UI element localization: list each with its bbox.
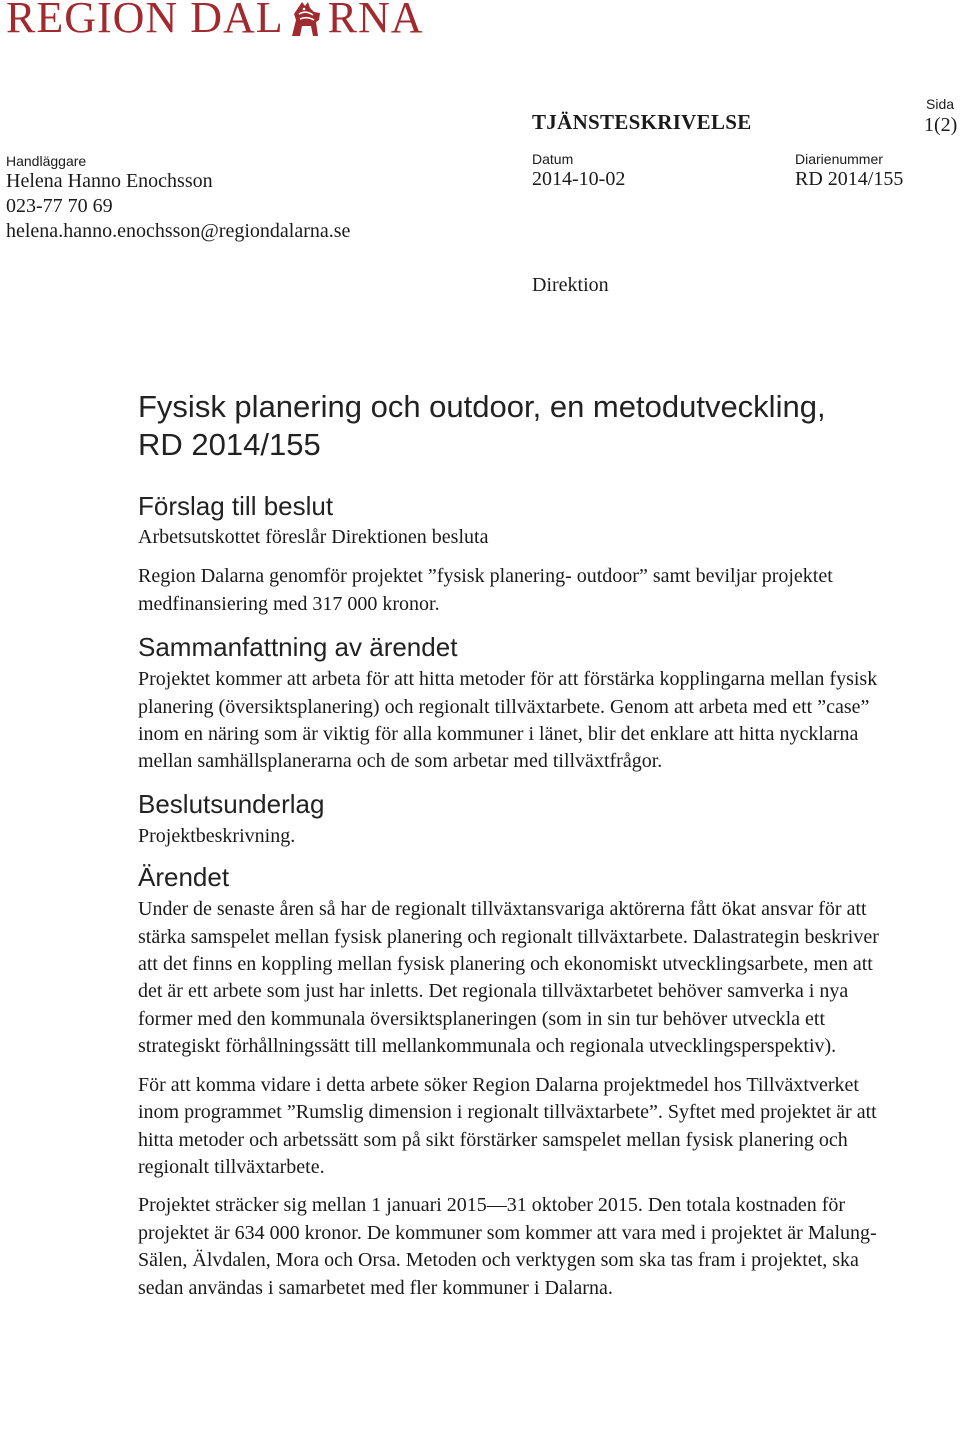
recipient: Direktion	[532, 274, 609, 296]
logo-text-right: RNA	[327, 0, 424, 42]
beslutsunderlag-text: Projektbeskrivning.	[138, 824, 296, 847]
document-title	[138, 388, 898, 464]
handlaggare-name: Helena Hanno Enochsson	[6, 170, 213, 192]
logo-text-left: REGION DAL	[6, 0, 284, 42]
sammanfattning-text: Projektet kommer att arbeta för att hitta metoder för att förstärka kopplingarna mellan fysisk planering (översiktsplanering) och regionalt tillväxtarbete. Genom att arbeta med ett ”case” inom en näring som är viktig för alla kommuner i länet, blir det enklare att hitta nycklarna mellan samhällsplanerarna och de som arbetar med tillväxtfrågor.	[138, 668, 878, 773]
datum-label: Datum	[532, 151, 574, 167]
diarienummer-value: RD 2014/155	[795, 168, 904, 190]
title-line-1: Fysisk planering och outdoor, en metodutveckling,	[138, 389, 826, 424]
handlaggare-email: helena.hanno.enochsson@regiondalarna.se	[6, 220, 351, 242]
forslag-intro: Arbetsutskottet föreslår Direktionen besluta	[138, 526, 489, 548]
page-label: Sida	[926, 96, 955, 112]
beslutsunderlag-heading: Beslutsunderlag	[138, 788, 325, 819]
page-value: 1(2)	[924, 114, 958, 136]
document-type: TJÄNSTESKRIVELSE	[532, 110, 752, 134]
datum-value: 2014-10-02	[532, 168, 626, 190]
forslag-heading: Förslag till beslut	[138, 491, 334, 521]
arendet-paragraph-1: Under de senaste åren så har de regionalt tillväxtansvariga aktörerna fått ökat ansvar för att stärka samspelet mellan fysisk planering och regionalt tillväxtarbete. Dalastrategin beskriver att det finns en koppling mellan fysisk planering och ekonomiskt utvecklingsarbete, men att det är ett arbete som just har inletts. Det regionala tillväxtarbetet behöver samverka i nya former med den kommunala översiktsplaneringen (som in sin tur behöver utveckla ett strategiskt förhållningssätt till mellankommunala och regionala utvecklingsperspektiv).	[138, 898, 879, 1058]
dala-horse-icon	[286, 0, 326, 38]
title-line-2: RD 2014/155	[138, 427, 321, 462]
handlaggare-phone: 023-77 70 69	[6, 195, 113, 217]
handlaggare-label: Handläggare	[6, 153, 87, 169]
arendet-heading: Ärendet	[138, 862, 230, 893]
forslag-text: Region Dalarna genomför projektet ”fysisk planering- outdoor” samt beviljar projektet medfinansiering med 317 000 kronor.	[138, 565, 833, 615]
diarienummer-label: Diarienummer	[795, 151, 883, 167]
region-dalarna-logo	[6, 0, 424, 42]
arendet-paragraph-3: Projektet sträcker sig mellan 1 januari 2015—31 oktober 2015. Den totala kostnaden för projektet är 634 000 kronor. De kommuner som kommer att vara med i projektet är Malung-Sälen, Älvdalen, Mora och Orsa. Metoden och verktygen som ska tas fram i projektet, ska sedan användas i samarbetet med fler kommuner i Dalarna.	[138, 1194, 877, 1299]
document-body	[138, 388, 898, 1302]
sammanfattning-heading: Sammanfattning av ärendet	[138, 632, 458, 663]
arendet-paragraph-2: För att komma vidare i detta arbete söker Region Dalarna projektmedel hos Tillväxtverket inom programmet ”Rumslig dimension i regionalt tillväxtarbete”. Syftet med projektet är att hitta metoder och arbetssätt som på sikt förstärker samspelet mellan fysisk planering och regionalt tillväxtarbete.	[138, 1073, 877, 1178]
